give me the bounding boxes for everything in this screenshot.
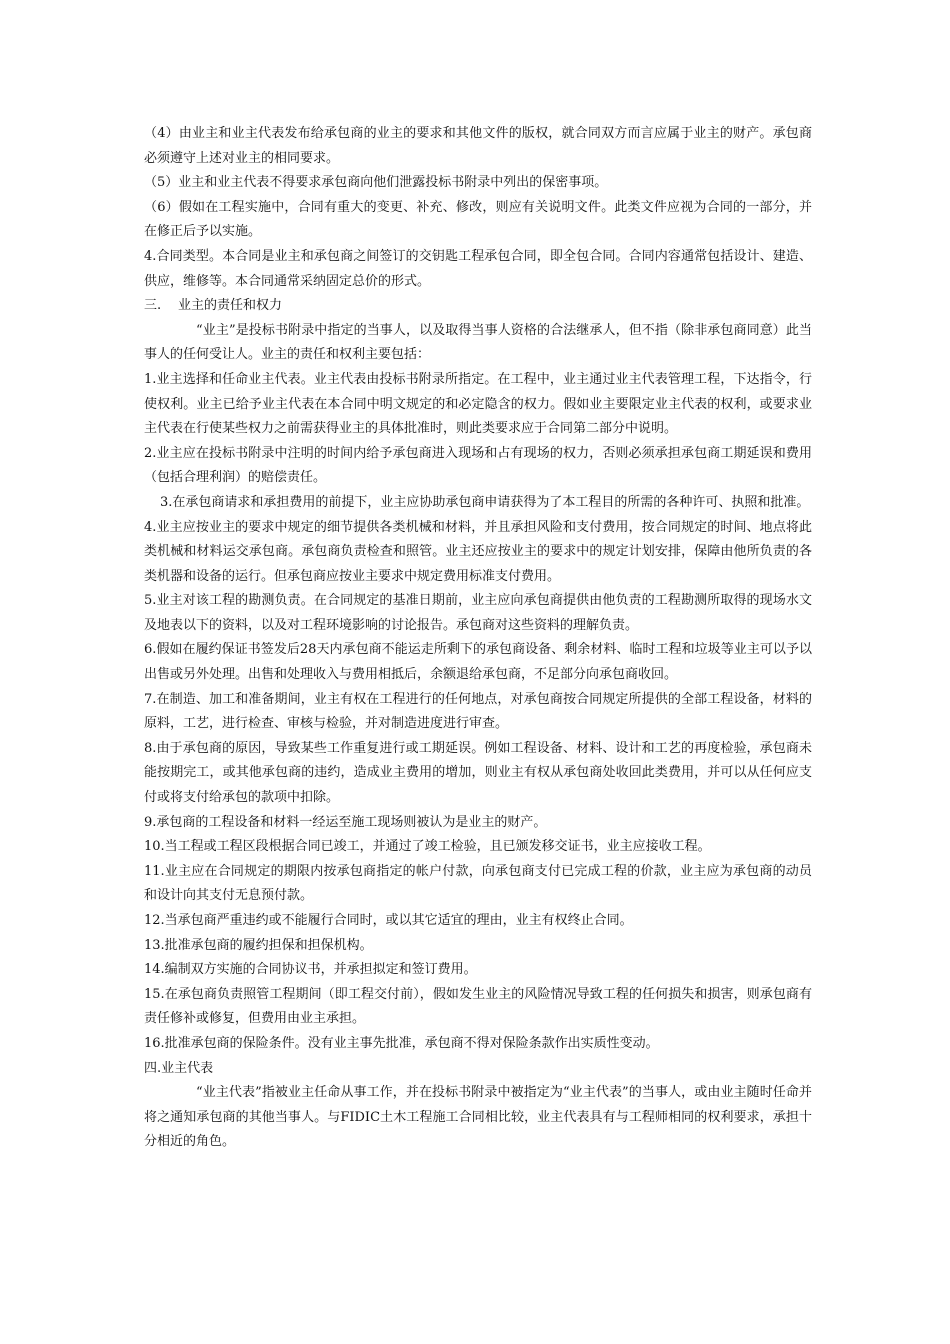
owner-duty-item: 16.批准承包商的保险条件。没有业主事先批准，承包商不得对保险条款作出实质性变动。 [144,1035,659,1051]
owner-duty-item: 11.业主应在合同规定的期限内按承包商指定的帐户付款，向承包商支付已完成工程的价款，业主应为承包商的动员和设计向其支付无息预付款。 [144,863,812,904]
section-4-intro: “业主代表”指被业主任命从事工作，并在投标书附录中被指定为“业主代表”的当事人，或由业主随时任命并将之通知承包商的其他当事人。与FIDIC土木工程施工合同相比较，业主代表具有与工程师相同的权利要求，承担十分相近的角色。 [144,1085,812,1150]
owner-duty-item: 15.在承包商负责照管工程期间（即工程交付前），假如发生业主的风险情况导致工程的任何损失和损害，则承包商有责任修补或修复，但费用由业主承担。 [144,986,812,1027]
section-4-heading: 四.业主代表 [144,1060,214,1076]
owner-duty-item: 12.当承包商严重违约或不能履行合同时，或以其它适宜的理由，业主有权终止合同。 [144,913,633,928]
owner-duty-item: 8.由于承包商的原因，导致某些工作重复进行或工期延误。例如工程设备、材料、设计和工艺的再度检验，承包商未能按期完工，或其他承包商的违约，造成业主费用的增加，则业主有权从承包商处收回此类费用，并可以从任何应支付或将支付给承包的款项中扣除。 [144,740,812,806]
paragraph-item-5: （5）业主和业主代表不得要求承包商向他们泄露投标书附录中列出的保密事项。 [144,175,608,191]
owner-duty-item: 13.批准承包商的履约担保和担保机构。 [144,937,373,953]
owner-duty-item: 5.业主对该工程的勘测负责。在合同规定的基准日期前，业主应向承包商提供由他负责的工程勘测所取得的现场水文及地表以下的资料，以及对工程环境影响的讨论报告。承包商对这些资料的理解负责。 [144,593,812,633]
owner-duty-item: 14.编制双方实施的合同协议书，并承担拟定和签订费用。 [144,962,477,978]
owner-duty-item: 7.在制造、加工和准备期间，业主有权在工程进行的任何地点，对承包商按合同规定所提供的全部工程设备，材料的原料，工艺，进行检查、审核与检验，并对制造进度进行审查。 [144,691,812,732]
owner-duty-item: 2.业主应在投标书附录中注明的时间内给予承包商进入现场和占有现场的权力，否则必须承担承包商工期延误和费用（包括合理利润）的赔偿责任。 [144,445,812,486]
document-page [144,122,812,1155]
section-3-title: 业主的责任和权力 [178,298,283,314]
owner-duty-item: 9.承包商的工程设备和材料一经运至施工现场则被认为是业主的财产。 [144,814,547,830]
paragraph-contract-type: 4.合同类型。本合同是业主和承包商之间签订的交钥匙工程承包合同，即全包合同。合同内容通常包括设计、建造、供应，维修等。本合同通常采纳固定总价的形式。 [144,248,812,289]
section-3-number: 三. [144,298,162,314]
paragraph-item-6: （6）假如在工程实施中，合同有重大的变更、补充、修改，则应有关说明文件。此类文件应视为合同的一部分，并在修正后予以实施。 [144,199,812,240]
section-3-heading [144,294,812,319]
owner-duty-item: 3.在承包商请求和承担费用的前提下，业主应协助承包商申请获得为了本工程目的所需的各种许可、执照和批准。 [160,494,810,510]
owner-duty-item: 4.业主应按业主的要求中规定的细节提供各类机械和材料，并且承担风险和支付费用，按合同规定的时间、地点将此类机械和材料运交承包商。承包商负责检查和照管。业主还应按业主的要求中的规定计划安排，保障由他所负责的各类机器和设备的运行。但承包商应按业主要求中规定费用标准支付费用。 [144,519,812,584]
owner-duty-item: 6.假如在履约保证书签发后28天内承包商不能运走所剩下的承包商设备、剩余材料、临时工程和垃圾等业主可以予以出售或另外处理。出售和处理收入与费用相抵后，余额退给承包商，不足部分向承包商收回。 [144,642,812,683]
section-3-intro: “业主”是投标书附录中指定的当事人，以及取得当事人资格的合法继承人，但不指（除非承包商同意）此当事人的任何受让人。业主的责任和权利主要包括： [144,322,812,363]
paragraph-item-4: （4）由业主和业主代表发布给承包商的业主的要求和其他文件的版权，就合同双方而言应属于业主的财产。承包商必须遵守上述对业主的相同要求。 [144,126,812,166]
owner-duty-item: 10.当工程或工程区段根据合同已竣工，并通过了竣工检验，且已颁发移交证书，业主应接收工程。 [144,839,711,855]
owner-duty-item: 1.业主选择和任命业主代表。业主代表由投标书附录所指定。在工程中，业主通过业主代表管理工程，下达指令，行使权利。业主已给予业主代表在本合同中明文规定的和必定隐含的权力。假如业主要限定业主代表的权利，或要求业主代表在行使某些权力之前需获得业主的具体批准时，则此类要求应于合同第二部分中说明。 [144,371,812,437]
